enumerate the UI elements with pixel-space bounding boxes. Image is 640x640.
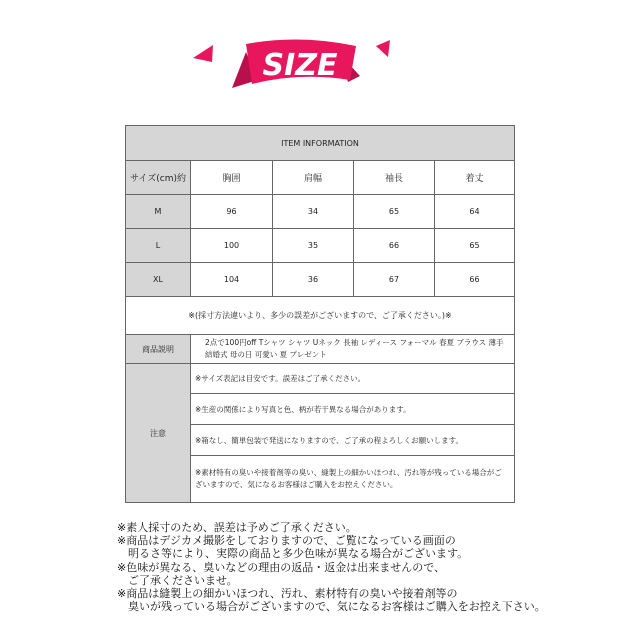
measure-note: ※(採寸方法違いより、多少の誤差がございますので、ご了承ください。)※ <box>126 297 515 335</box>
cell: 34 <box>273 195 354 229</box>
table-title: ITEM INFORMATION <box>126 126 515 161</box>
description-label: 商品説明 <box>126 335 191 364</box>
notice-cell <box>191 364 515 503</box>
footer-line: ※商品はデジカメ撮影をしておりますので、ご覧になっている画面の <box>117 534 456 548</box>
cell: 65 <box>354 195 435 229</box>
right-triangle-icon <box>376 40 390 57</box>
size-banner <box>0 0 640 110</box>
left-triangle-icon <box>193 45 213 62</box>
ribbon-icon <box>0 0 640 110</box>
notice-item: ※生産の関係により写真と色、柄が若干異なる場合があります。 <box>191 394 514 425</box>
col-header: 肩幅 <box>273 161 354 195</box>
cell: 65 <box>435 229 515 263</box>
footer-notes <box>117 521 546 614</box>
corner-header: サイズ(cm)約 <box>126 161 191 195</box>
notice-item: ※素材特有の臭いや接着剤等の臭い、縫製上の細かいほつれ、汚れ等が残っている場合がございますので、気になるお客様はご購入をお控えください。 <box>195 468 502 489</box>
size-label: L <box>126 229 191 263</box>
notice-label: 注意 <box>126 364 191 503</box>
banner-text: SIZE <box>262 48 338 83</box>
size-label: XL <box>126 263 191 297</box>
table-row <box>126 195 515 229</box>
col-header: 着丈 <box>435 161 515 195</box>
size-label: M <box>126 195 191 229</box>
size-chart-table <box>125 125 515 503</box>
cell: 104 <box>191 263 273 297</box>
cell: 100 <box>191 229 273 263</box>
footer-line: ※色味が異なる、臭いなどの理由の返品・返金は出来ませんので、 <box>117 560 445 574</box>
cell: 66 <box>435 263 515 297</box>
col-header: 胸囲 <box>191 161 273 195</box>
cell: 36 <box>273 263 354 297</box>
cell: 35 <box>273 229 354 263</box>
cell: 96 <box>191 195 273 229</box>
footer-line: ご了承くださいませ。 <box>117 573 238 587</box>
footer-line: ※素人採寸のため、誤差は予めご了承ください。 <box>117 521 357 534</box>
table-row <box>126 263 515 297</box>
table-row <box>126 229 515 263</box>
col-header: 袖長 <box>354 161 435 195</box>
notice-item: ※サイズ表記は目安です。誤差はご了承ください。 <box>191 364 514 394</box>
cell: 66 <box>354 229 435 263</box>
footer-line: ※商品は縫製上の細かいほつれ、汚れ、素材特有の臭いや接着剤等の <box>117 587 458 601</box>
notice-item: ※箱なし、簡単包装で発送になりますので、ご了承の程よろしくお願いします。 <box>191 425 514 456</box>
footer-line: 臭いが残っている場合がございますので、気になるお客様はご購入をお控え下さい。 <box>117 600 546 614</box>
footer-line: 明るさ等により、実際の商品と多少色味が異なる場合がございます。 <box>117 547 469 561</box>
cell: 67 <box>354 263 435 297</box>
description-text: 2点で100円off Tシャツ シャツ Uネック 長袖 レディース フォーマル 春夏 ブラウス 薄手 結婚式 母の日 可愛い 夏 プレゼント <box>191 335 515 364</box>
cell: 64 <box>435 195 515 229</box>
